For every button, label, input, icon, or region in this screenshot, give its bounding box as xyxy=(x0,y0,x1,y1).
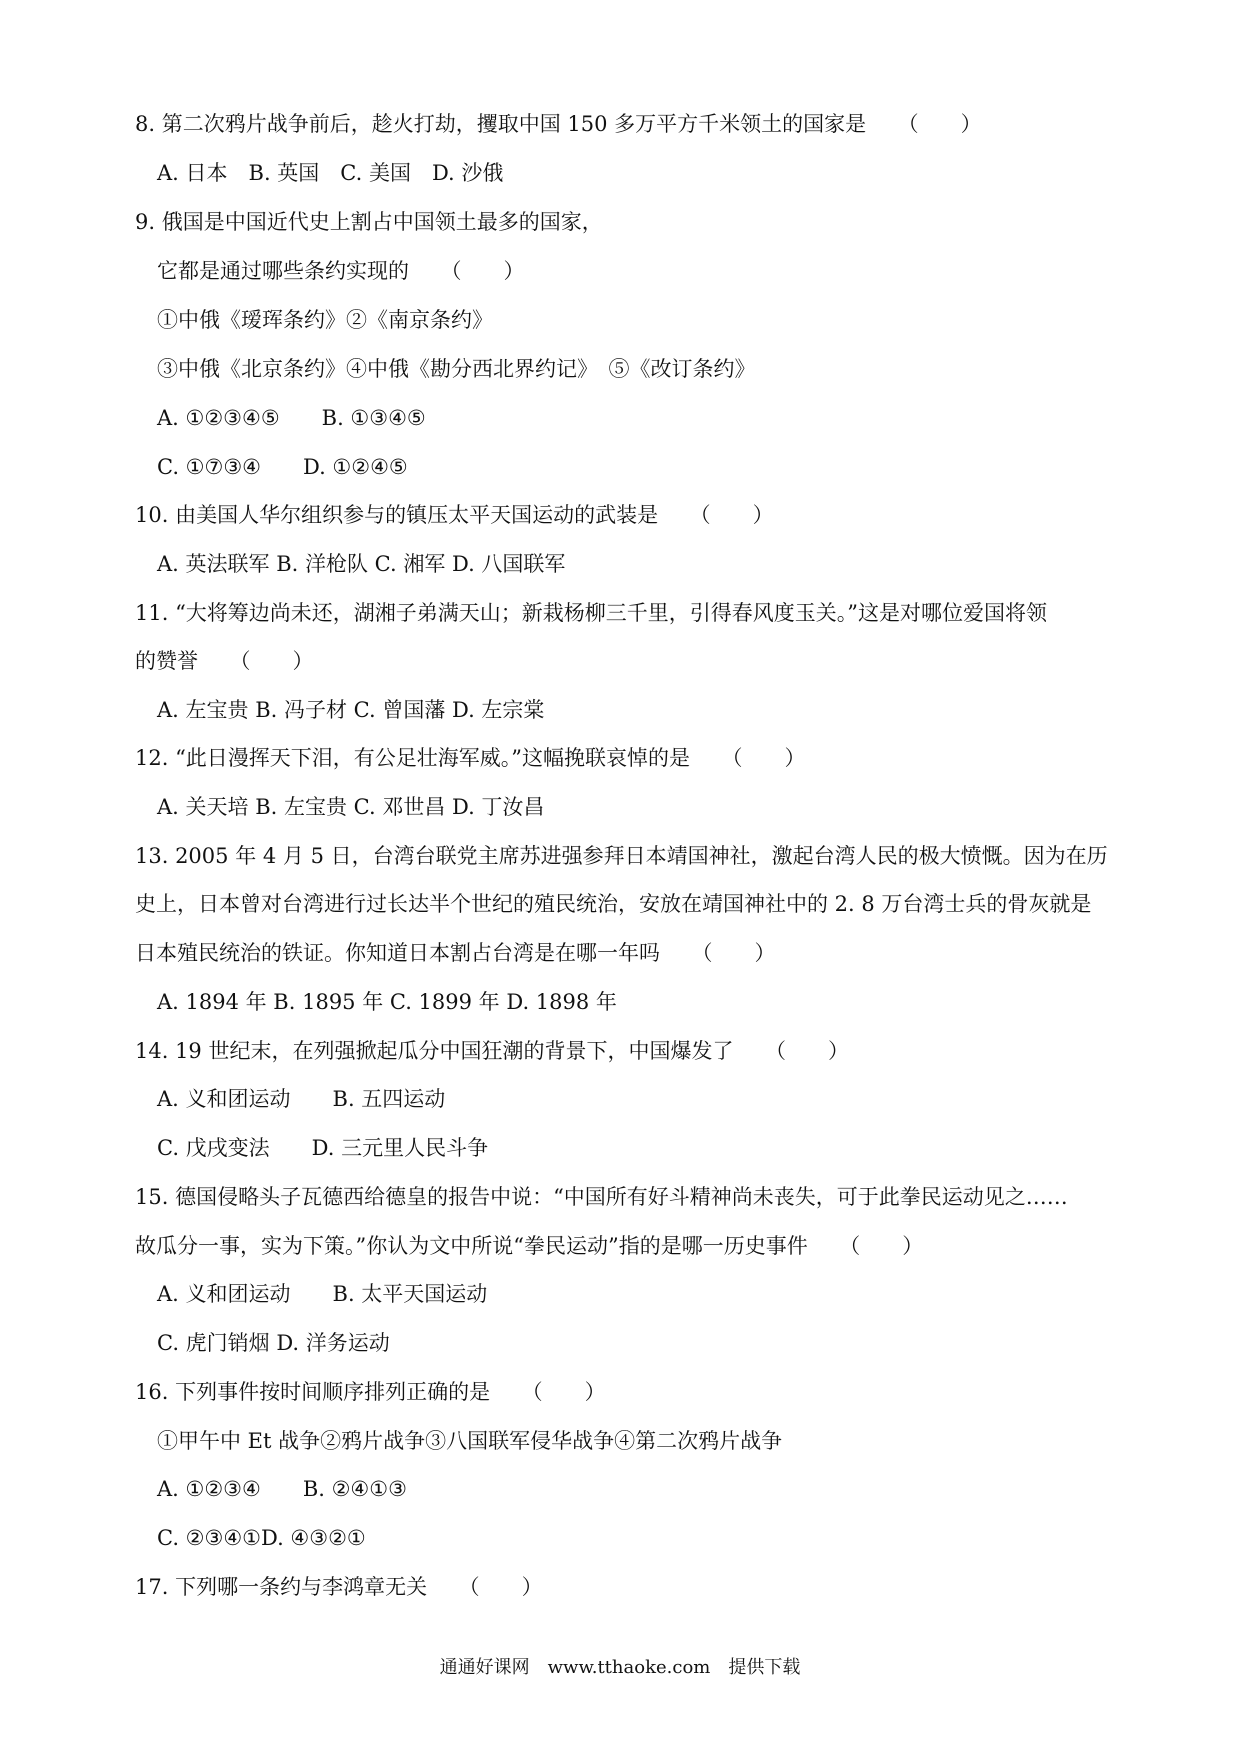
question-11-options: A. 左宝贵 B. 冯子材 C. 曾国藩 D. 左宗棠 xyxy=(157,698,545,722)
question-13-options: A. 1894 年 B. 1895 年 C. 1899 年 D. 1898 年 xyxy=(157,990,617,1014)
question-15-options-2: C. 虎门销烟 D. 洋务运动 xyxy=(157,1331,390,1355)
question-11-cont: 的赞誉 （ ） xyxy=(135,649,314,673)
question-8-options: A. 日本 B. 英国 C. 美国 D. 沙俄 xyxy=(157,161,504,185)
question-17: 17. 下列哪一条约与李鸿章无关 （ ） xyxy=(135,1575,543,1599)
question-16: 16. 下列事件按时间顺序排列正确的是 （ ） xyxy=(135,1380,606,1404)
question-10: 10. 由美国人华尔组织参与的镇压太平天国运动的武装是 （ ） xyxy=(135,503,774,527)
question-14-options-2: C. 戊戌变法 D. 三元里人民斗争 xyxy=(157,1136,489,1160)
question-12-options: A. 关天培 B. 左宝贵 C. 邓世昌 D. 丁汝昌 xyxy=(157,795,545,819)
question-10-options: A. 英法联军 B. 洋枪队 C. 湘军 D. 八国联军 xyxy=(157,552,566,576)
question-9: 9. 俄国是中国近代史上割占中国领土最多的国家， xyxy=(135,210,603,234)
question-8: 8. 第二次鸦片战争前后，趁火打劫，攫取中国 150 多万平方千米领土的国家是 （ ） xyxy=(135,112,982,136)
question-16-items: ①甲午中 Et 战争②鸦片战争③八国联军侵华战争④第二次鸦片战争 xyxy=(157,1429,783,1453)
question-13-cont-2: 日本殖民统治的铁证。你知道日本割占台湾是在哪一年吗 （ ） xyxy=(135,941,776,965)
page-footer: 通通好课网 www.tthaoke.com 提供下载 xyxy=(439,1657,801,1678)
question-13-cont-1: 史上，日本曾对台湾进行过长达半个世纪的殖民统治，安放在靖国神社中的 2. 8 万台湾士兵的骨灰就是 xyxy=(135,892,1092,916)
question-15: 15. 德国侵略头子瓦德西给德皇的报告中说：“中国所有好斗精神尚未丧失，可于此拳民运动见之…… xyxy=(135,1185,1068,1209)
question-14-options-1: A. 义和团运动 B. 五四运动 xyxy=(157,1087,446,1111)
question-9-options-2: C. ①⑦③④ D. ①②④⑤ xyxy=(157,455,408,479)
question-16-options-1: A. ①②③④ B. ②④①③ xyxy=(157,1477,407,1501)
question-16-options-2: C. ②③④①D. ④③②① xyxy=(157,1526,366,1550)
question-9-options-1: A. ①②③④⑤ B. ①③④⑤ xyxy=(157,406,426,430)
question-12: 12. “此日漫挥天下泪，有公足壮海军威。”这幅挽联哀悼的是 （ ） xyxy=(135,746,806,770)
question-9-text: 它都是通过哪些条约实现的 （ ） xyxy=(157,259,525,283)
question-15-options-1: A. 义和团运动 B. 太平天国运动 xyxy=(157,1282,488,1306)
question-14: 14. 19 世纪末，在列强掀起瓜分中国狂潮的背景下，中国爆发了 （ ） xyxy=(135,1039,849,1063)
question-9-item-line-1: ①中俄《瑷珲条约》②《南京条约》 xyxy=(157,308,493,332)
question-15-cont: 故瓜分一事，实为下策。”你认为文中所说“拳民运动”指的是哪一历史事件 （ ） xyxy=(135,1234,924,1258)
question-13: 13. 2005 年 4 月 5 日，台湾台联党主席苏进强参拜日本靖国神社，激起台湾人民的极大愤慨。因为在历 xyxy=(135,844,1108,868)
question-11: 11. “大将筹边尚未还，湖湘子弟满天山；新栽杨柳三千里，引得春风度玉关。”这是对哪位爱国将领 xyxy=(135,601,1048,625)
question-9-item-line-2: ③中俄《北京条约》④中俄《勘分西北界约记》 ⑤《改订条约》 xyxy=(157,357,756,381)
